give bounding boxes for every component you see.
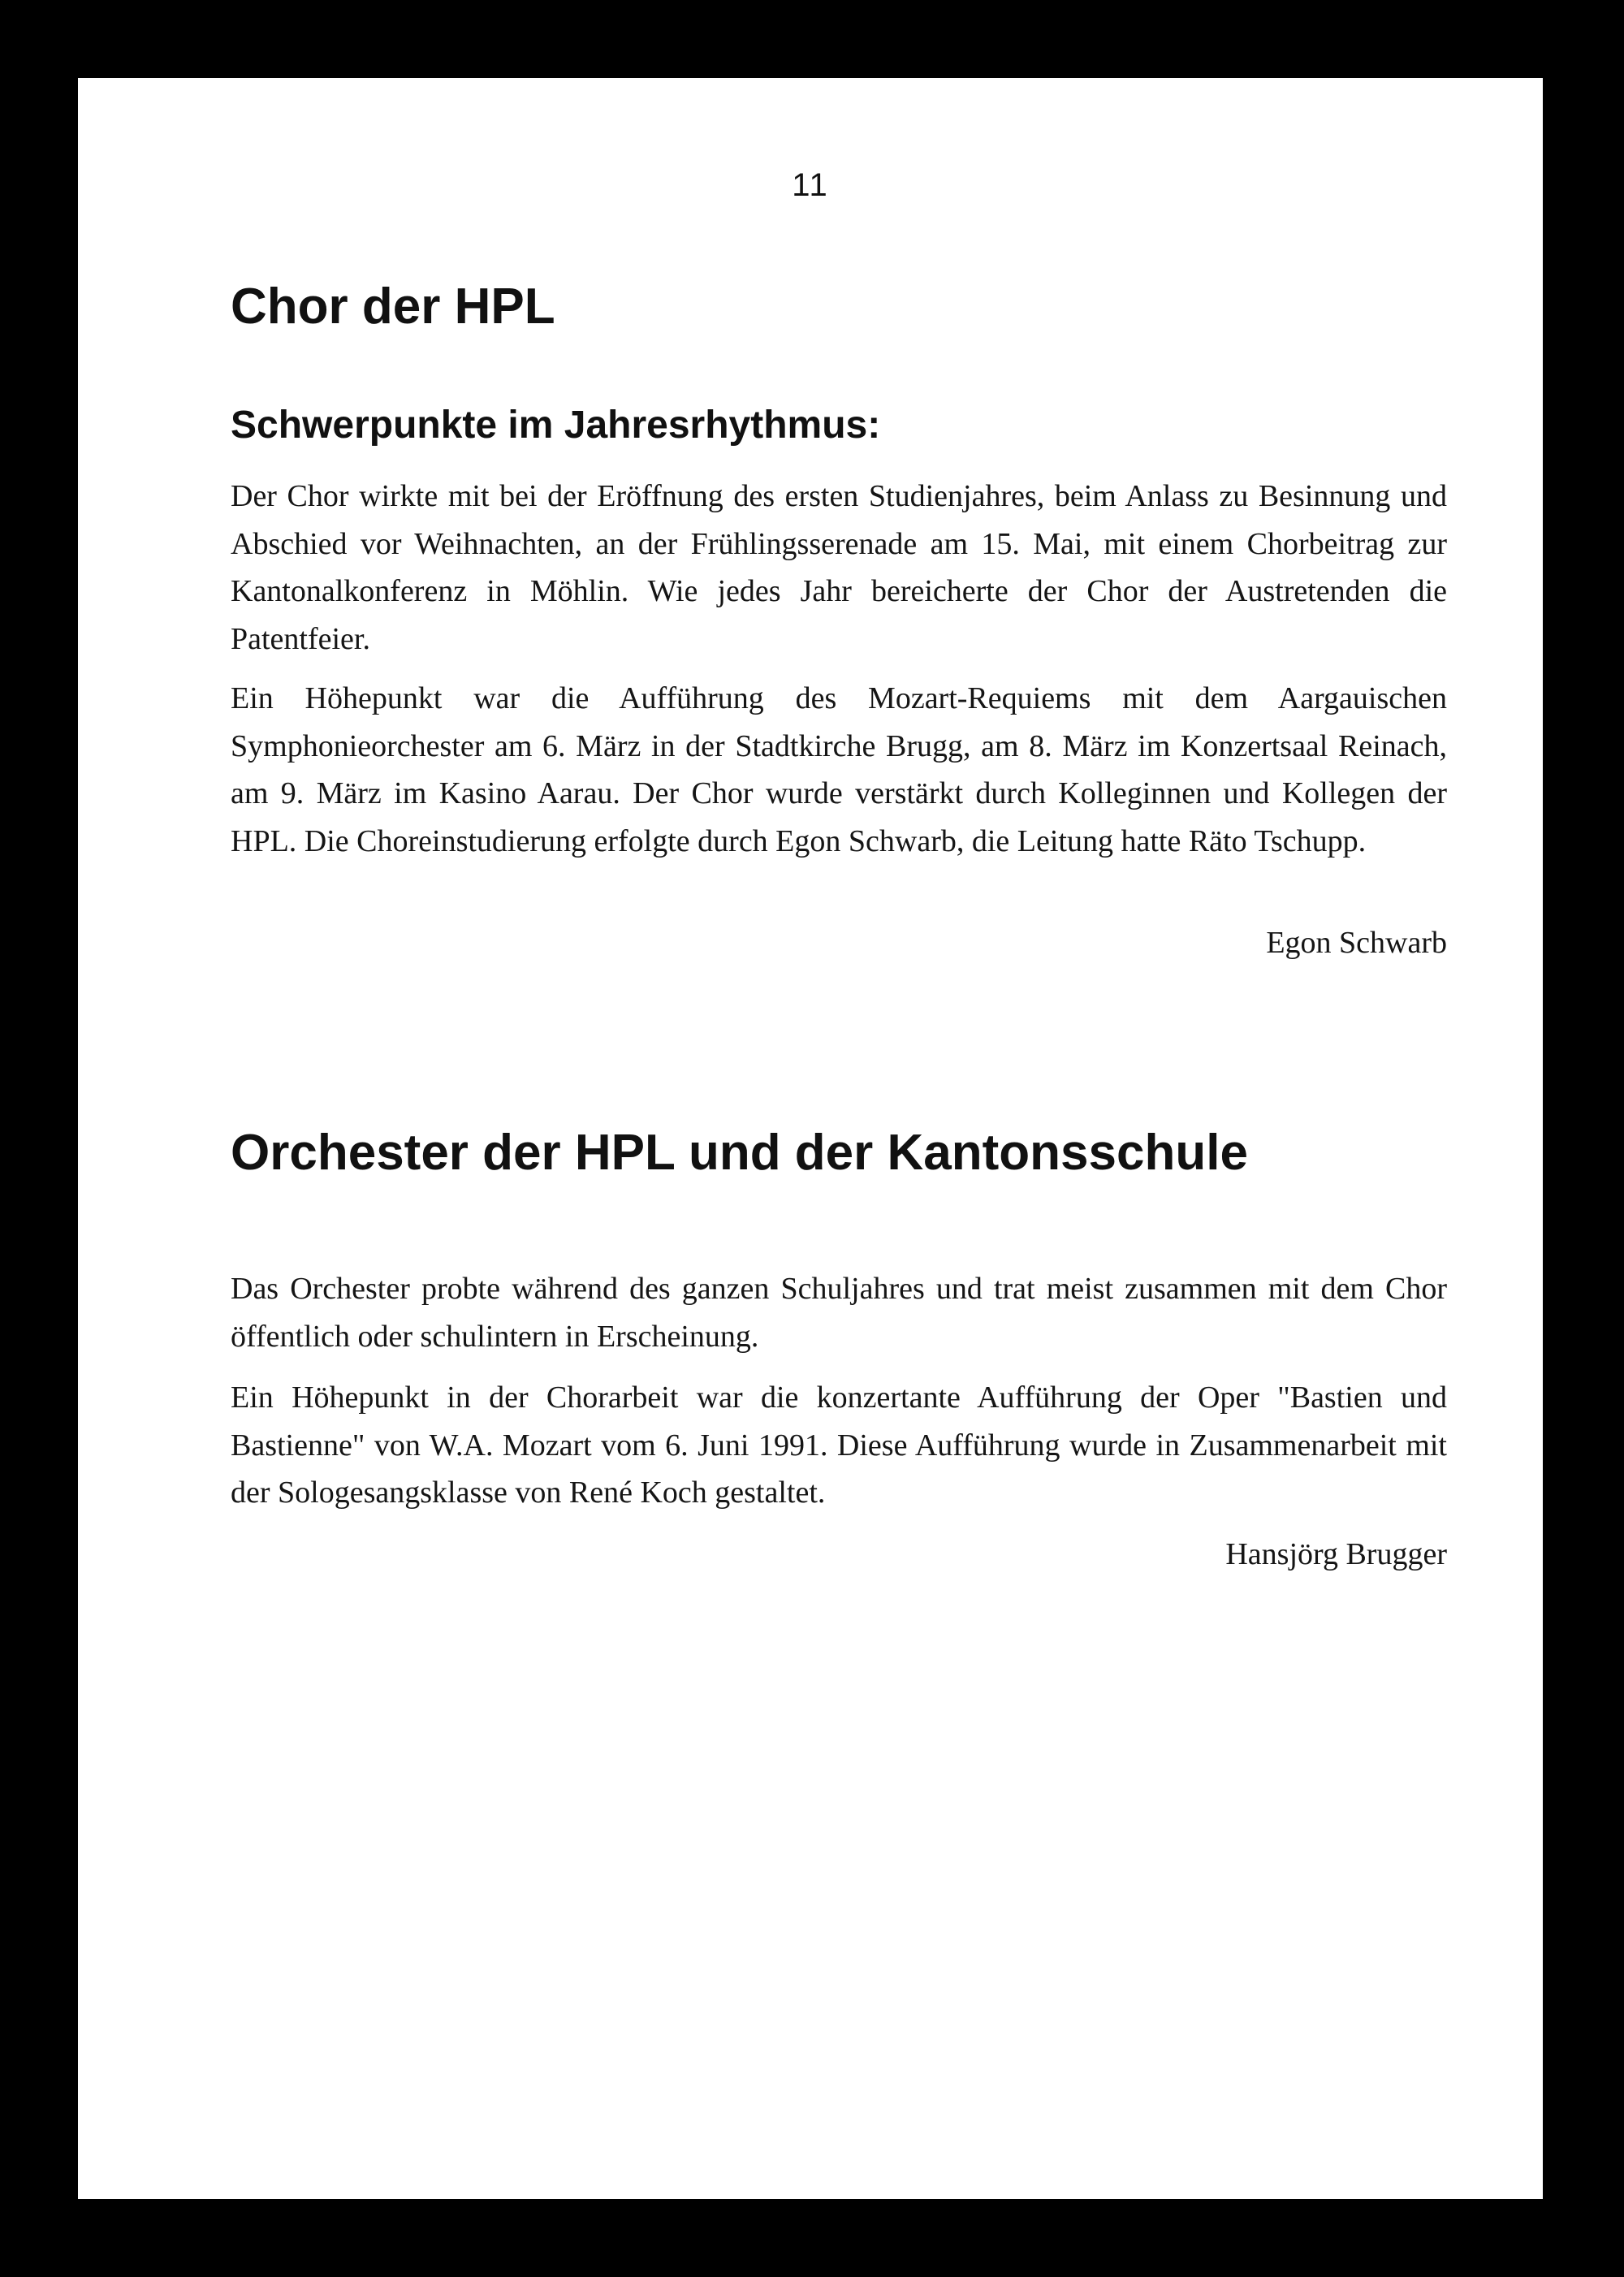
author-name: Egon Schwarb (1266, 926, 1447, 960)
section-title-orchester: Orchester der HPL und der Kantonsschule (231, 1125, 1248, 1181)
paragraph: Das Orchester probte während des ganzen Schuljahres und trat meist zusammen mit dem Chor öffentlich oder schulintern in Erscheinung. (231, 1272, 1447, 1354)
section-chor-paragraphs-2 (231, 675, 1447, 865)
paragraph: Ein Höhepunkt war die Aufführung des Mozart-Requiems mit dem Aargauischen Symphonieorchester am 6. März in der Stadtkirche Brugg, am 8. März im Konzertsaal Reinach, am 9. März im Kasino Aarau. Der Chor wurde verstärkt durch Kolleginnen und Kollegen der HPL. Die Choreinstudierung erfolgte durch Egon Schwarb, die Leitung hatte Räto Tschupp. (231, 681, 1447, 858)
author-name: Hansjörg Brugger (1225, 1537, 1447, 1571)
paragraph: Der Chor wirkte mit bei der Eröffnung des ersten Studienjahres, beim Anlass zu Besinnung und Abschied vor Weihnachten, an der Frühlingsserenade am 15. Mai, mit einem Chorbeitrag zur Kantonalkonferenz in Möhlin. Wie jedes Jahr bereicherte der Chor der Austretenden die Patentfeier. (231, 479, 1447, 656)
author-signature-orchester (231, 1531, 1447, 1578)
section-orchester-paragraphs-2 (231, 1374, 1447, 1517)
section-subtitle-chor: Schwerpunkte im Jahresrhythmus: (231, 404, 881, 447)
section-orchester-paragraphs (231, 1265, 1447, 1360)
section-chor-body (231, 403, 1447, 447)
page-number: 11 (792, 167, 829, 203)
section-orchester (231, 1126, 1447, 1181)
section-chor-paragraphs (231, 473, 1447, 663)
document-page (78, 78, 1543, 2199)
paragraph: Ein Höhepunkt in der Chorarbeit war die konzertante Aufführung der Oper "Bastien und Bastienne" von W.A. Mozart vom 6. Juni 1991. Diese Aufführung wurde in Zusammenarbeit mit der Sologesangsklasse von René Koch gestaltet. (231, 1380, 1447, 1510)
author-signature-chor (231, 919, 1447, 966)
section-title-chor: Chor der HPL (231, 279, 555, 335)
section-chor (231, 279, 1447, 335)
